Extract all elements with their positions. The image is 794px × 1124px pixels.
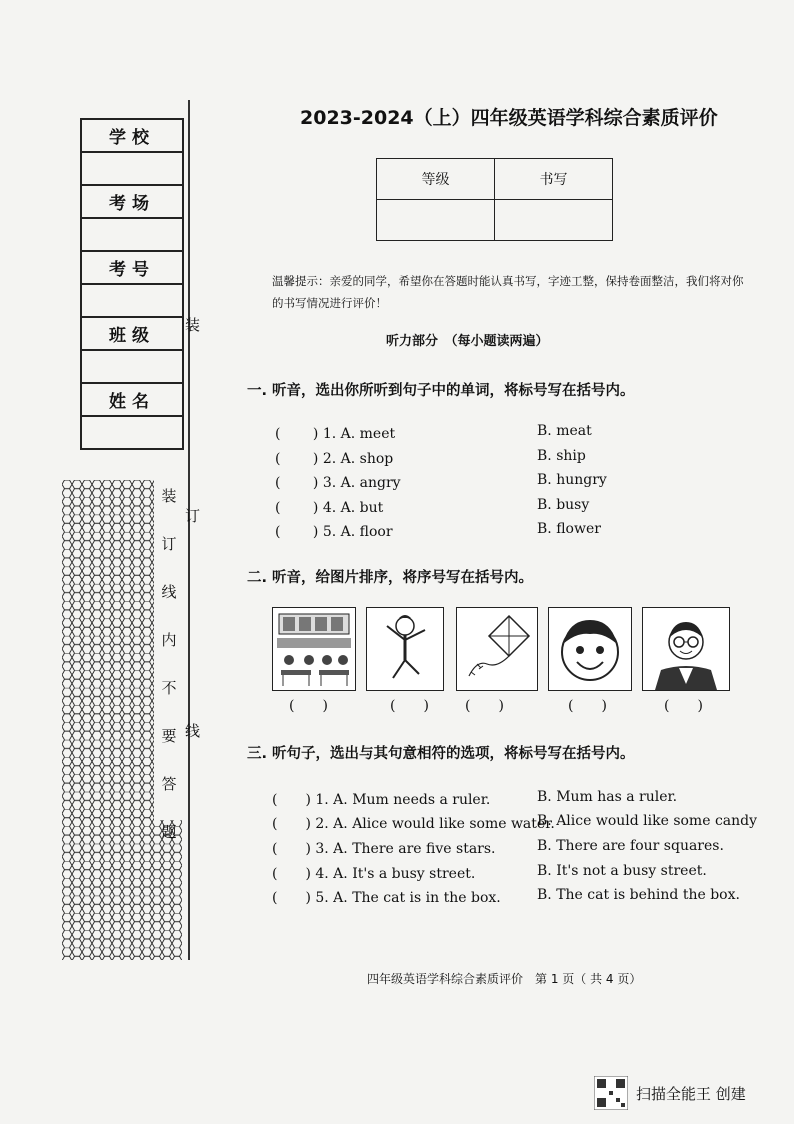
section1-title: 一. 听音，选出你所听到句子中的单词，将标号写在括号内。: [247, 383, 635, 399]
s1-q3[interactable]: ( ) 3. A. angry: [275, 475, 401, 491]
jumping-boy-picture: [366, 607, 444, 691]
s1-q5-b: B. flower: [537, 521, 601, 537]
s1-q1-b: B. meat: [537, 423, 592, 439]
writing-cell[interactable]: [495, 200, 613, 241]
s1-q3-b: B. hungry: [537, 472, 607, 488]
school-label: 学校: [82, 120, 182, 153]
picture-blank-2[interactable]: ( ): [390, 698, 429, 714]
exam-number-label: 考号: [82, 252, 182, 285]
s1-q2[interactable]: ( ) 2. A. shop: [275, 451, 394, 467]
page-footer: 四年级英语学科综合素质评价 第 1 页（ 共 4 页）: [367, 972, 642, 986]
section3-title: 三. 听句子，选出与其句意相符的选项，将标号写在括号内。: [247, 746, 635, 762]
binding-line: [188, 100, 190, 960]
binding-char-xian: 线: [185, 722, 201, 740]
exam-room-label: 考场: [82, 186, 182, 219]
binding-notice: [158, 485, 180, 842]
notice-char: 答: [161, 775, 177, 793]
class-label: 班级: [82, 318, 182, 351]
notice-char: 不: [161, 679, 177, 697]
scanner-label: 扫描全能王 创建: [636, 1084, 746, 1103]
picture-blank-4[interactable]: ( ): [568, 698, 607, 714]
canteen-picture: [272, 607, 356, 691]
s3-q2[interactable]: ( ) 2. A. Alice would like some water.: [272, 816, 555, 832]
class-field[interactable]: [82, 351, 182, 384]
s3-q1[interactable]: ( ) 1. A. Mum needs a ruler.: [272, 792, 491, 808]
kite-picture: [456, 607, 538, 691]
picture-blank-3[interactable]: ( ): [465, 698, 504, 714]
s3-q5-b: B. The cat is behind the box.: [537, 887, 740, 903]
notice-char: 要: [161, 727, 177, 745]
picture-blank-1[interactable]: ( ): [289, 698, 328, 714]
name-label: 姓名: [82, 384, 182, 417]
notice-char: 装: [161, 487, 177, 505]
s3-q1-b: B. Mum has a ruler.: [537, 789, 678, 805]
notice-char: 线: [161, 583, 177, 601]
s3-q3-b: B. There are four squares.: [537, 838, 724, 854]
s3-q2-b: B. Alice would like some candy: [537, 813, 758, 829]
scanner-watermark: [594, 1076, 746, 1110]
s3-q5[interactable]: ( ) 5. A. The cat is in the box.: [272, 890, 501, 906]
exam-room-field[interactable]: [82, 219, 182, 252]
s1-q4-b: B. busy: [537, 497, 590, 513]
s3-q4-b: B. It's not a busy street.: [537, 863, 707, 879]
grade-cell[interactable]: [377, 200, 495, 241]
exam-number-field[interactable]: [82, 285, 182, 318]
binding-char-ding: 订: [185, 507, 201, 525]
s3-q3[interactable]: ( ) 3. A. There are five stars.: [272, 841, 496, 857]
grade-header: 等级: [377, 159, 495, 200]
s3-q4[interactable]: ( ) 4. A. It's a busy street.: [272, 866, 476, 882]
s1-q2-b: B. ship: [537, 448, 586, 464]
writing-header: 书写: [495, 159, 613, 200]
qr-code-icon: [594, 1076, 628, 1110]
s1-q1[interactable]: ( ) 1. A. meet: [275, 426, 396, 442]
page-title: 2023-2024（上）四年级英语学科综合素质评价: [300, 107, 718, 129]
s1-q4[interactable]: ( ) 4. A. but: [275, 500, 384, 516]
listening-heading: 听力部分 （每小题读两遍）: [386, 334, 549, 349]
tip-text: 温馨提示：亲爱的同学，希望你在答题时能认真书写，字迹工整，保持卷面整洁，我们将对你的书写情况进行评价！: [272, 274, 744, 310]
student-info-box: [80, 118, 184, 450]
smiling-boy-picture: [548, 607, 632, 691]
notice-char: 订: [161, 535, 177, 553]
man-with-glasses-picture: [642, 607, 730, 691]
school-field[interactable]: [82, 153, 182, 186]
notice-char: 题: [161, 823, 177, 841]
binding-char-zhuang: 装: [185, 316, 201, 334]
s1-q5[interactable]: ( ) 5. A. floor: [275, 524, 393, 540]
section2-title: 二. 听音，给图片排序，将序号写在括号内。: [247, 570, 534, 586]
grade-table: [376, 158, 613, 241]
picture-blank-5[interactable]: ( ): [664, 698, 703, 714]
notice-char: 内: [161, 631, 177, 649]
name-field[interactable]: [82, 417, 182, 448]
